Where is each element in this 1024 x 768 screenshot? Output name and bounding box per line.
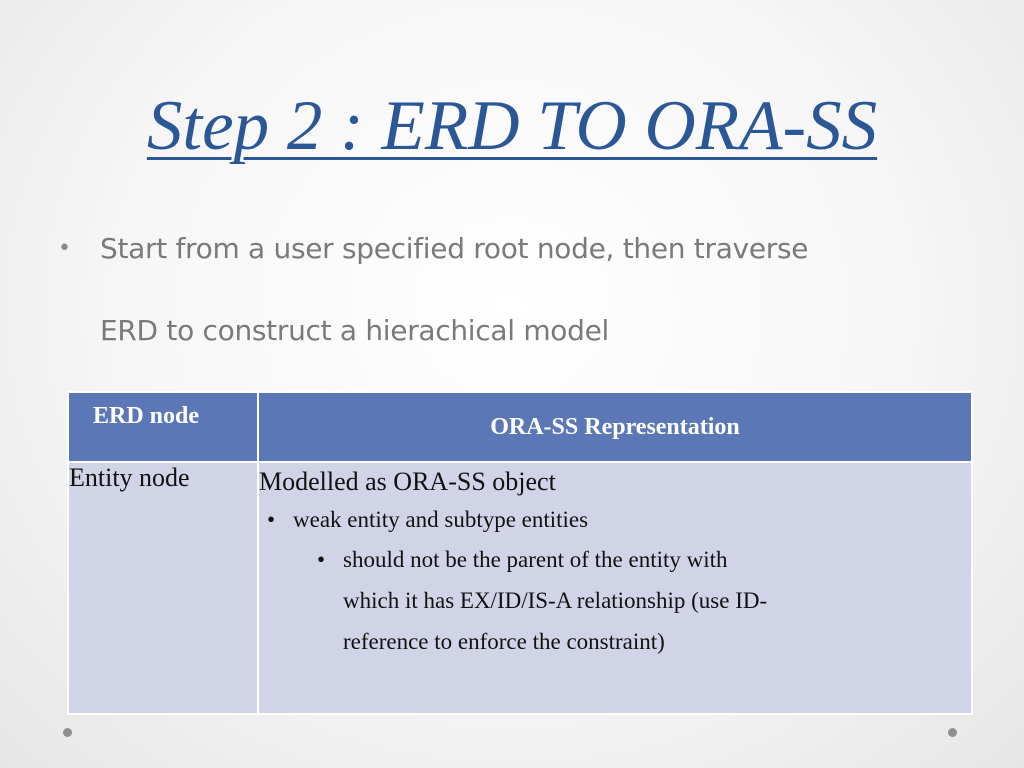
intro-bullet-text — [100, 208, 958, 372]
bullet-icon: • — [58, 236, 71, 261]
representation-main: Modelled as ORA-SS object — [259, 467, 556, 496]
bullet-icon: • — [317, 547, 326, 572]
bullet-icon: • — [267, 507, 276, 532]
intro-bullet-line-2: ERD to construct a hierachical model — [100, 314, 610, 347]
representation-bullet-level1-text: weak entity and subtype entities — [293, 507, 589, 532]
cell-representation — [258, 462, 972, 714]
erd-mapping-table — [67, 391, 973, 715]
representation-bullet-level1 — [267, 501, 971, 539]
table-header-row — [68, 392, 972, 462]
representation-bullet-level2 — [317, 539, 971, 662]
intro-bullet-line-1: Start from a user specified root node, then traverse — [100, 232, 809, 265]
decorative-dot-right-icon — [948, 728, 957, 737]
table-row — [68, 462, 972, 714]
header-erd-node: ERD node — [68, 392, 258, 462]
slide-title: Step 2 : ERD TO ORA-SS — [146, 87, 878, 165]
intro-bullet — [58, 208, 958, 372]
representation-bullet-level2-line-2: which it has EX/ID/IS-A relationship (use ID- — [343, 588, 768, 613]
decorative-dot-left-icon — [63, 728, 72, 737]
cell-erd-node: Entity node — [68, 462, 258, 714]
representation-bullet-level2-line-3: reference to enforce the constraint) — [343, 629, 665, 654]
representation-bullet-level2-line-1: should not be the parent of the entity with — [343, 547, 728, 572]
header-ora-ss-representation: ORA-SS Representation — [258, 392, 972, 462]
